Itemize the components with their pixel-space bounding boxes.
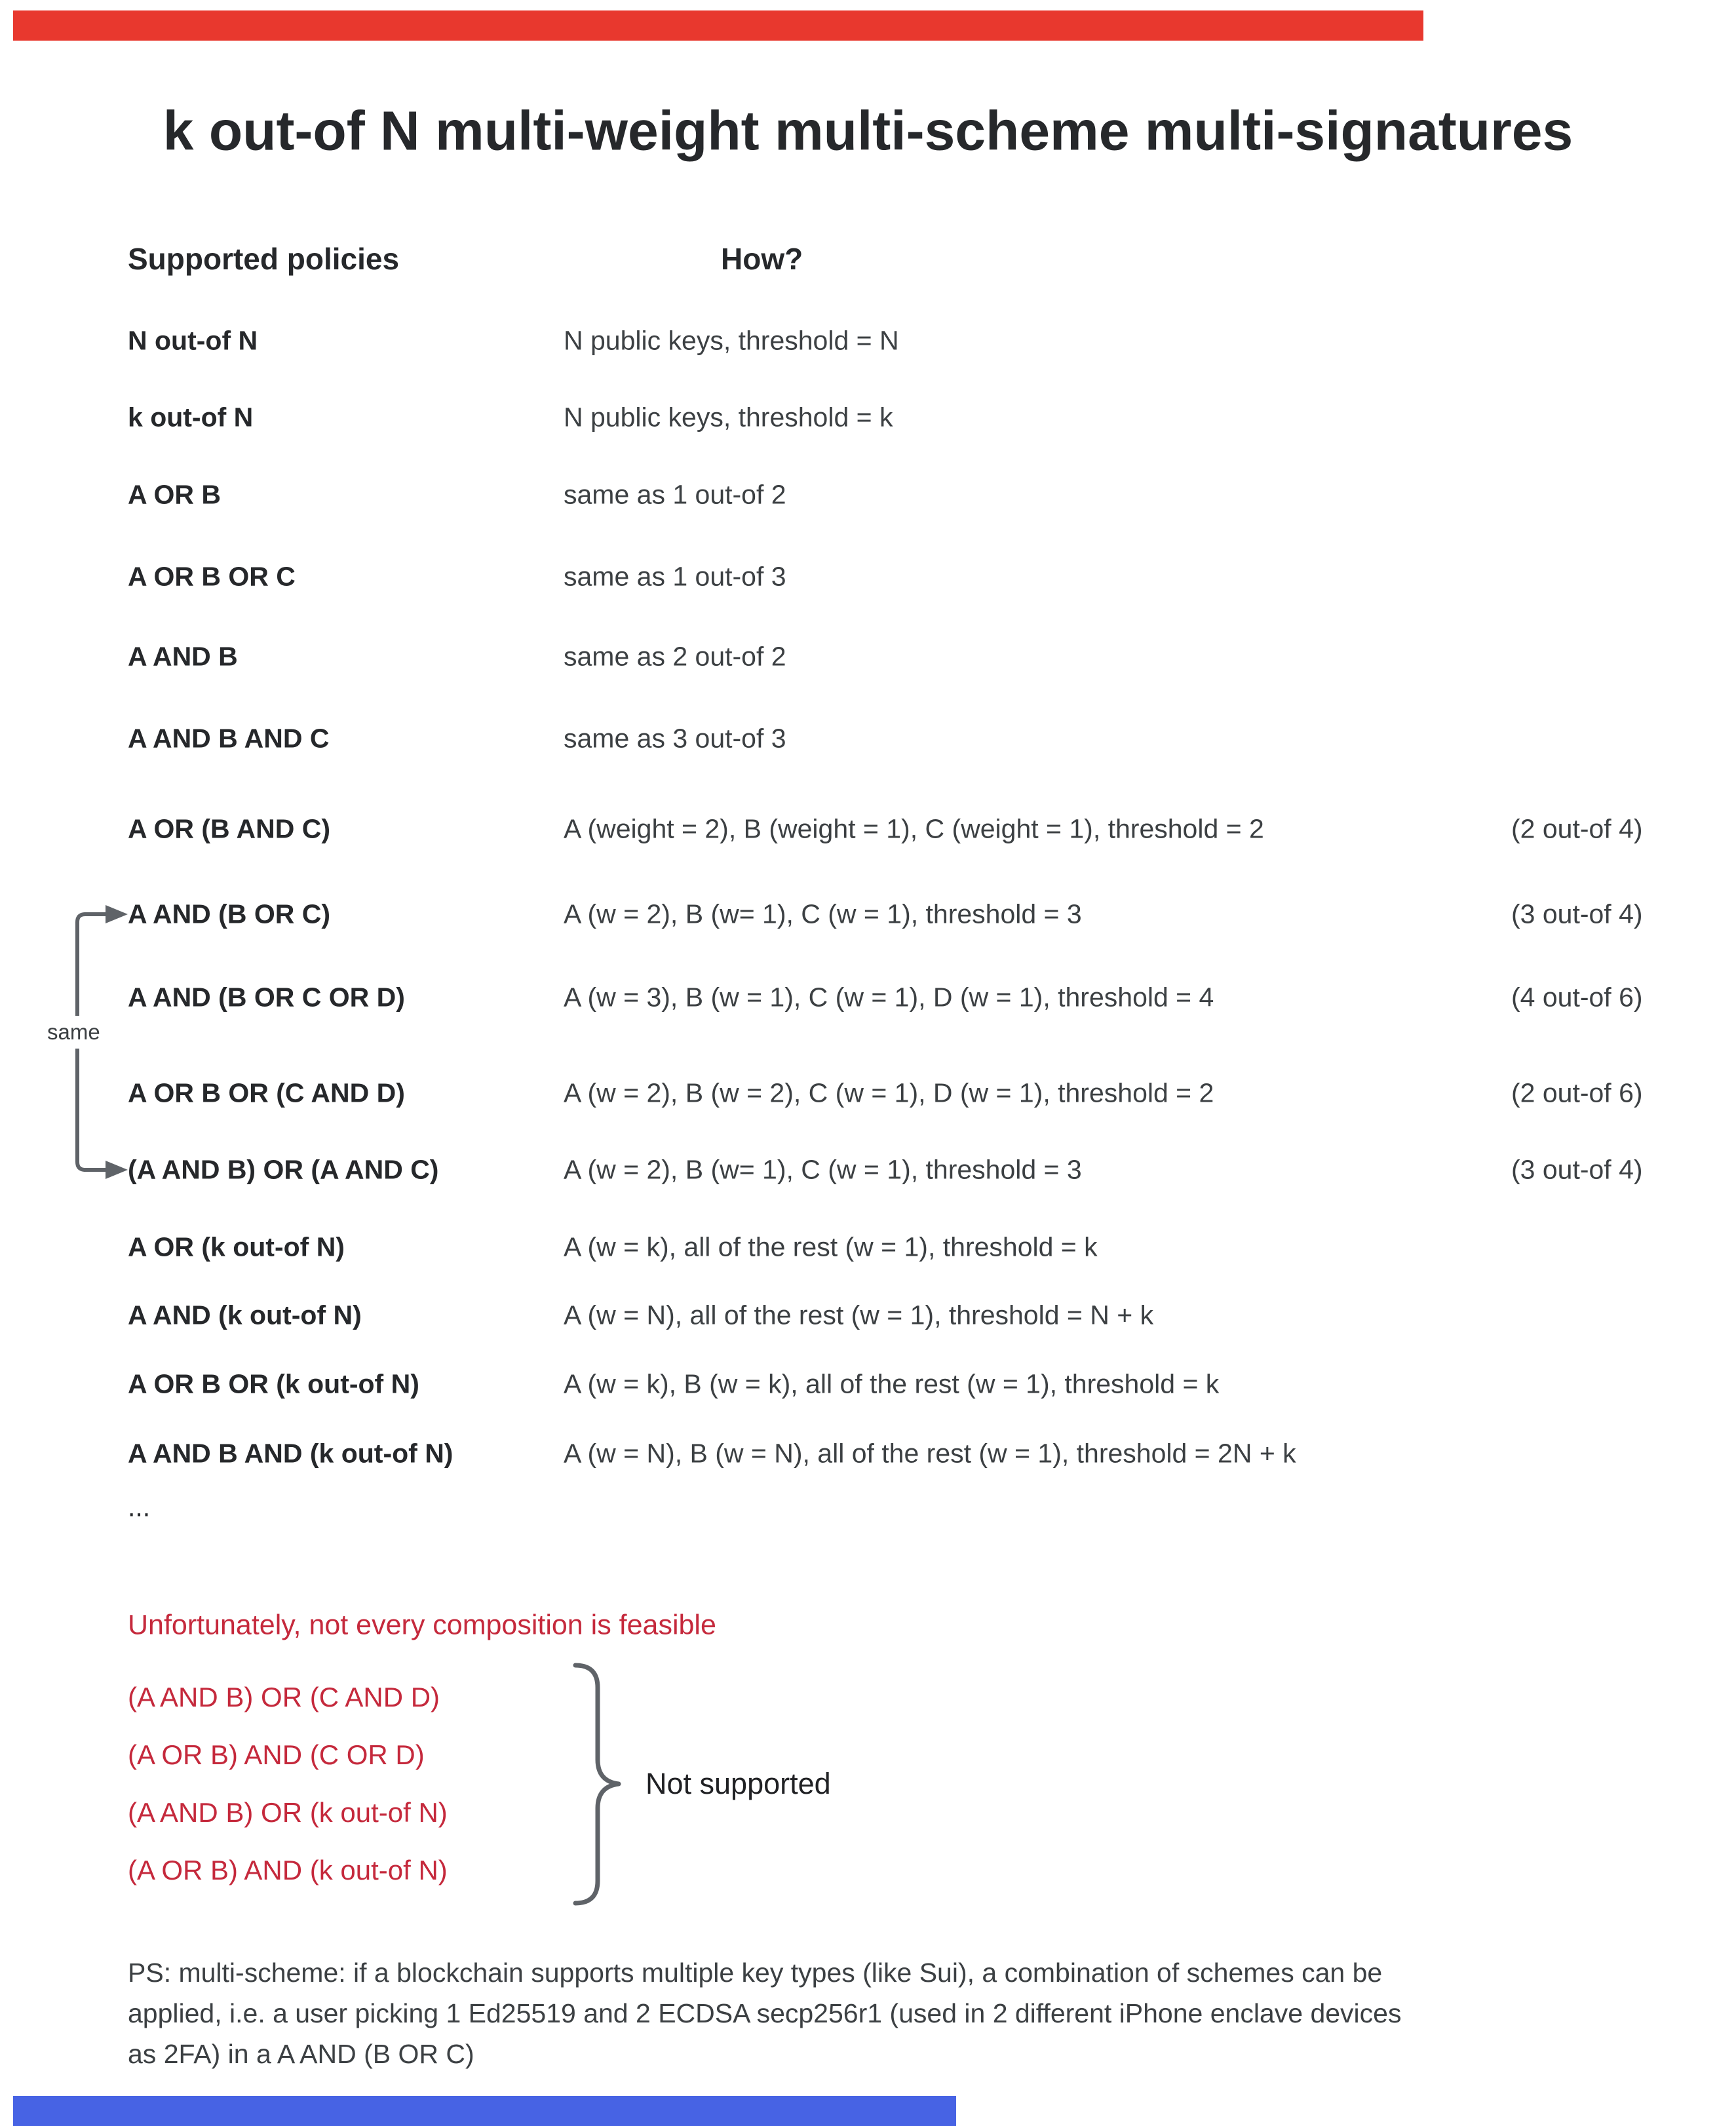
policy-cell: A OR B bbox=[128, 479, 221, 510]
outof-badge: (3 out-of 4) bbox=[1511, 899, 1643, 929]
policy-cell: A AND (k out-of N) bbox=[128, 1300, 362, 1330]
policy-cell: A OR (B AND C) bbox=[128, 813, 330, 844]
how-cell: N public keys, threshold = k bbox=[564, 402, 893, 433]
column-header-how: How? bbox=[721, 242, 803, 276]
outof-badge: (3 out-of 4) bbox=[1511, 1154, 1643, 1185]
policy-cell: A AND (B OR C) bbox=[128, 899, 330, 929]
ps-line: PS: multi-scheme: if a blockchain supports multiple key types (like Sui), a combination of schemes can be bbox=[128, 1958, 1383, 1988]
top-red-bar bbox=[13, 10, 1423, 41]
arrow-right-icon bbox=[106, 1161, 128, 1179]
policy-cell: A AND B AND (k out-of N) bbox=[128, 1438, 453, 1469]
column-header-supported-policies: Supported policies bbox=[128, 242, 400, 276]
ps-note bbox=[128, 1952, 1655, 2074]
how-cell: N public keys, threshold = N bbox=[564, 325, 899, 356]
policy-cell: (A AND B) OR (A AND C) bbox=[128, 1154, 439, 1185]
how-cell: A (weight = 2), B (weight = 1), C (weight = 1), threshold = 2 bbox=[564, 813, 1264, 844]
infeasible-item: (A OR B) AND (k out-of N) bbox=[128, 1855, 448, 1885]
policy-cell: A AND (B OR C OR D) bbox=[128, 982, 405, 1013]
infeasible-heading: Unfortunately, not every composition is feasible bbox=[128, 1609, 716, 1641]
policy-cell: A AND B bbox=[128, 641, 238, 672]
how-cell: A (w = N), B (w = N), all of the rest (w = 1), threshold = 2N + k bbox=[564, 1438, 1296, 1469]
how-cell: same as 1 out-of 3 bbox=[564, 561, 786, 592]
how-cell: A (w = k), B (w = k), all of the rest (w = 1), threshold = k bbox=[564, 1368, 1220, 1399]
how-cell: A (w = 2), B (w= 1), C (w = 1), threshold = 3 bbox=[564, 1154, 1082, 1185]
how-cell: A (w = k), all of the rest (w = 1), threshold = k bbox=[564, 1231, 1098, 1262]
how-cell: A (w = 2), B (w= 1), C (w = 1), threshold = 3 bbox=[564, 899, 1082, 929]
outof-badge: (4 out-of 6) bbox=[1511, 982, 1643, 1013]
infeasible-item: (A AND B) OR (C AND D) bbox=[128, 1682, 440, 1712]
curly-brace-icon bbox=[570, 1661, 636, 1907]
not-supported-label: Not supported bbox=[646, 1767, 831, 1800]
how-cell: same as 2 out-of 2 bbox=[564, 641, 786, 672]
policy-cell: A OR B OR (C AND D) bbox=[128, 1077, 405, 1108]
infeasible-item: (A OR B) AND (C OR D) bbox=[128, 1739, 425, 1770]
policy-cell: k out-of N bbox=[128, 402, 254, 433]
same-label: same bbox=[42, 1016, 106, 1049]
policy-cell: A AND B AND C bbox=[128, 723, 330, 754]
policy-cell: A OR B OR C bbox=[128, 561, 296, 592]
bottom-blue-bar bbox=[13, 2096, 956, 2126]
ellipsis-row: ... bbox=[128, 1492, 151, 1522]
infeasible-item: (A AND B) OR (k out-of N) bbox=[128, 1797, 448, 1828]
policy-cell: A OR (k out-of N) bbox=[128, 1231, 345, 1262]
policy-cell: N out-of N bbox=[128, 325, 258, 356]
how-cell: A (w = 3), B (w = 1), C (w = 1), D (w = 1), threshold = 4 bbox=[564, 982, 1214, 1013]
how-cell: same as 3 out-of 3 bbox=[564, 723, 786, 754]
how-cell: A (w = N), all of the rest (w = 1), threshold = N + k bbox=[564, 1300, 1154, 1330]
how-cell: same as 1 out-of 2 bbox=[564, 479, 786, 510]
page-title: k out-of N multi-weight multi-scheme multi-signatures bbox=[163, 100, 1573, 162]
how-cell: A (w = 2), B (w = 2), C (w = 1), D (w = 1), threshold = 2 bbox=[564, 1077, 1214, 1108]
ps-line: applied, i.e. a user picking 1 Ed25519 and 2 ECDSA secp256r1 (used in 2 different iPhone enclave devices bbox=[128, 1998, 1402, 2028]
outof-badge: (2 out-of 6) bbox=[1511, 1077, 1643, 1108]
ps-line: as 2FA) in a A AND (B OR C) bbox=[128, 2039, 474, 2069]
arrow-right-icon bbox=[106, 905, 128, 923]
policy-cell: A OR B OR (k out-of N) bbox=[128, 1368, 419, 1399]
outof-badge: (2 out-of 4) bbox=[1511, 813, 1643, 844]
